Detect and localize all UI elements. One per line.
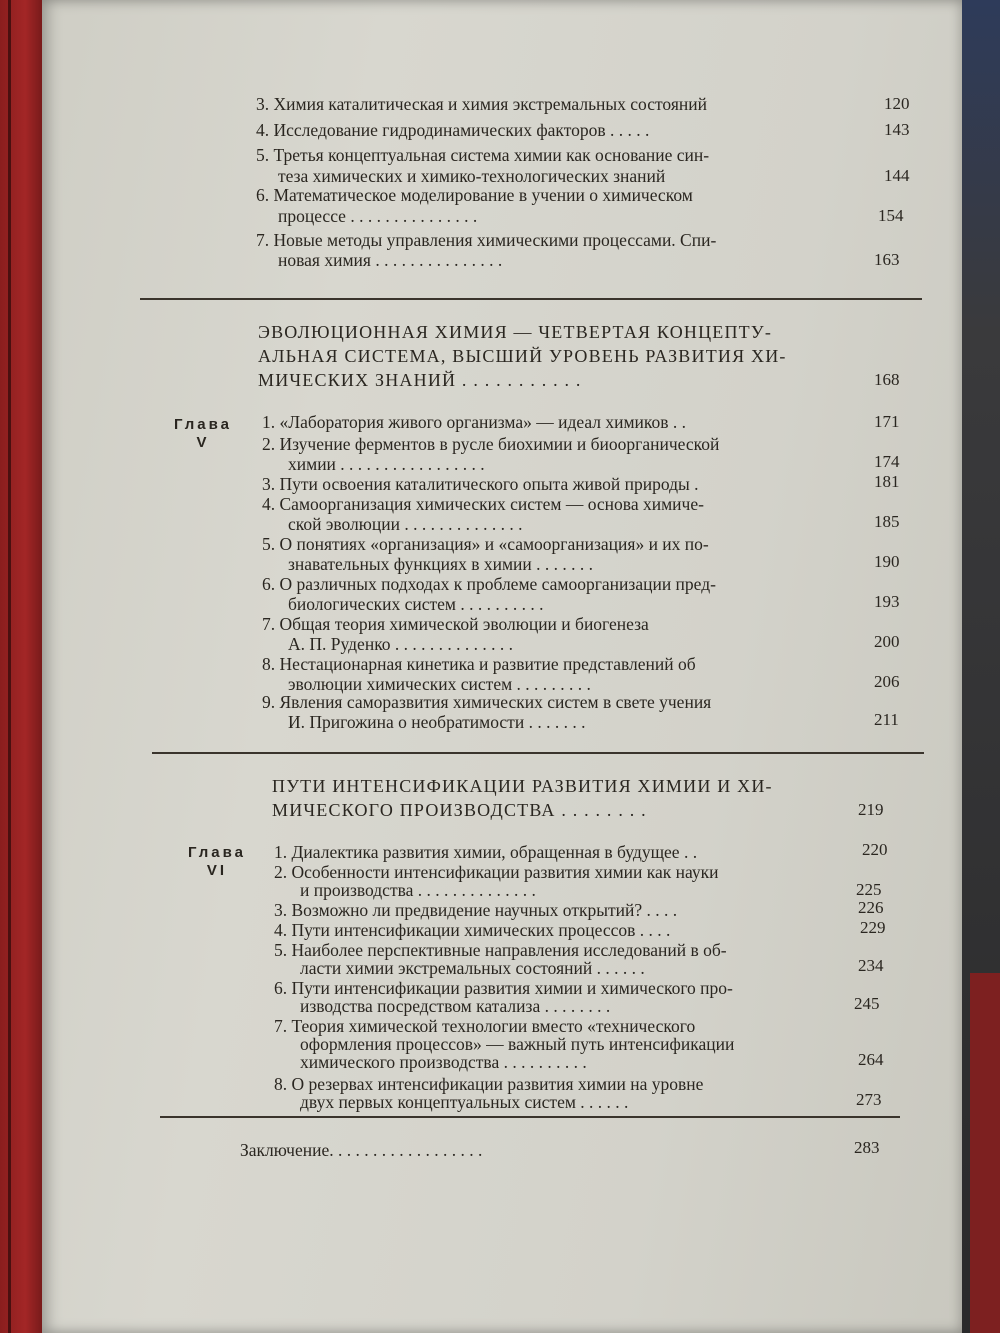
section-divider [152,752,924,754]
toc-item-vi-2-line1: 2. Особенности интенсификации развития химии как науки [274,862,719,882]
toc-item-vi-8-line2: двух первых концептуальных систем . . . . . . [300,1092,629,1112]
page-number: 171 [874,412,900,431]
toc-item-v-5-line2: знавательных функциях в химии . . . . . . . [288,554,594,574]
section-vi-heading-line1: ПУТИ ИНТЕНСИФИКАЦИИ РАЗВИТИЯ ХИМИИ И ХИ- [272,776,773,796]
page-number: 273 [856,1090,882,1109]
toc-item-v-2-line2: химии . . . . . . . . . . . . . . . . . [288,454,485,474]
page-number: 190 [874,552,900,571]
page-number: 245 [854,994,880,1013]
toc-item-vi-6-line2: изводства посредством катализа . . . . . . . . [300,996,611,1016]
toc-item-vi-2-line2: и производства . . . . . . . . . . . . . . [300,880,536,900]
toc-item-vi-7-line2: оформления процессов» — важный путь интенсификации [300,1034,735,1054]
left-cover-background [0,0,46,1333]
toc-item-v-1: 1. «Лаборатория живого организма» — идеал химиков . . [262,412,687,432]
section-divider [160,1116,900,1118]
toc-item-a-7-line2: новая химия . . . . . . . . . . . . . . . [278,250,503,270]
toc-item-v-7-line1: 7. Общая теория химической эволюции и биогенеза [262,614,649,634]
page-number: 200 [874,632,900,651]
page-number: 211 [874,710,899,729]
page-number: 168 [874,370,900,389]
toc-item-a-5-line2: теза химических и химико-технологических знаний [278,166,666,186]
toc-item-vi-7-line3: химического производства . . . . . . . . . . [300,1052,587,1072]
toc-item-v-3: 3. Пути освоения каталитического опыта живой природы . [262,474,699,494]
toc-item-a-6-line2: процессе . . . . . . . . . . . . . . . [278,206,478,226]
toc-item-v-7-line2: А. П. Руденко . . . . . . . . . . . . . . [288,634,514,654]
page-number: 185 [874,512,900,531]
toc-item-v-9-line2: И. Пригожина о необратимости . . . . . . . [288,712,586,732]
page-number: 163 [874,250,900,269]
toc-item-a-4: 4. Исследование гидродинамических факторов . . . . . [256,120,650,140]
toc-item-v-9-line1: 9. Явления саморазвития химических систем в свете учения [262,692,712,712]
toc-item-vi-7-line1: 7. Теория химической технологии вместо «технического [274,1016,696,1036]
page-number: 120 [884,94,910,113]
toc-item-v-8-line1: 8. Нестационарная кинетика и развитие представлений об [262,654,696,674]
page-number: 181 [874,472,900,491]
toc-item-vi-4: 4. Пути интенсификации химических процессов . . . . [274,920,671,940]
section-v-heading-line1: ЭВОЛЮЦИОННАЯ ХИМИЯ — ЧЕТВЕРТАЯ КОНЦЕПТУ- [258,322,773,342]
toc-item-vi-8-line1: 8. О резервах интенсификации развития химии на уровне [274,1074,704,1094]
toc-item-a-3: 3. Химия каталитическая и химия экстремальных состояний [256,94,707,114]
page-number: 143 [884,120,910,139]
section-vi-heading-line2: МИЧЕСКОГО ПРОИЗВОДСТВА . . . . . . . . [272,800,647,820]
toc-item-a-6-line1: 6. Математическое моделирование в учении о химическом [256,185,693,205]
page-number: 174 [874,452,900,471]
chapter-label: Глава VI [188,844,246,879]
page-number: 219 [858,800,884,819]
page-number: 229 [860,918,886,937]
section-v-heading-line3: МИЧЕСКИХ ЗНАНИЙ . . . . . . . . . . . [258,370,582,390]
page-number: 154 [878,206,904,225]
toc-item-vi-6-line1: 6. Пути интенсификации развития химии и химического про- [274,978,733,998]
page-number: 206 [874,672,900,691]
toc-item-vi-5-line1: 5. Наиболее перспективные направления исследований в об- [274,940,727,960]
book-page [42,0,962,1333]
toc-item-a-7-line1: 7. Новые методы управления химическими процессами. Спи- [256,230,717,250]
toc-item-a-5-line1: 5. Третья концептуальная система химии как основание син- [256,145,710,165]
page-number: 283 [854,1138,880,1157]
toc-item-vi-5-line2: ласти химии экстремальных состояний . . . . . . [300,958,645,978]
toc-item-v-6-line2: биологических систем . . . . . . . . . . [288,594,544,614]
toc-conclusion: Заключение. . . . . . . . . . . . . . . . . . [240,1140,483,1160]
page-number: 220 [862,840,888,859]
toc-item-v-8-line2: эволюции химических систем . . . . . . . . . [288,674,591,694]
page-number: 144 [884,166,910,185]
toc-item-v-5-line1: 5. О понятиях «организация» и «самоорганизация» и их по- [262,534,709,554]
toc-item-vi-3: 3. Возможно ли предвидение научных открытий? . . . . [274,900,678,920]
toc-item-vi-1: 1. Диалектика развития химии, обращенная в будущее . . [274,842,698,862]
page-number: 193 [874,592,900,611]
section-divider [140,298,922,300]
chapter-label: Глава V [174,416,232,451]
toc-item-v-4-line2: ской эволюции . . . . . . . . . . . . . . [288,514,523,534]
page-number: 234 [858,956,884,975]
toc-item-v-4-line1: 4. Самоорганизация химических систем — основа химиче- [262,494,704,514]
toc-item-v-2-line1: 2. Изучение ферментов в русле биохимии и биоорганической [262,434,720,454]
page-number: 226 [858,898,884,917]
page-number: 264 [858,1050,884,1069]
section-v-heading-line2: АЛЬНАЯ СИСТЕМА, ВЫСШИЙ УРОВЕНЬ РАЗВИТИЯ ХИ- [258,346,787,366]
page-number: 225 [856,880,882,899]
toc-item-v-6-line1: 6. О различных подходах к проблеме самоорганизации пред- [262,574,716,594]
